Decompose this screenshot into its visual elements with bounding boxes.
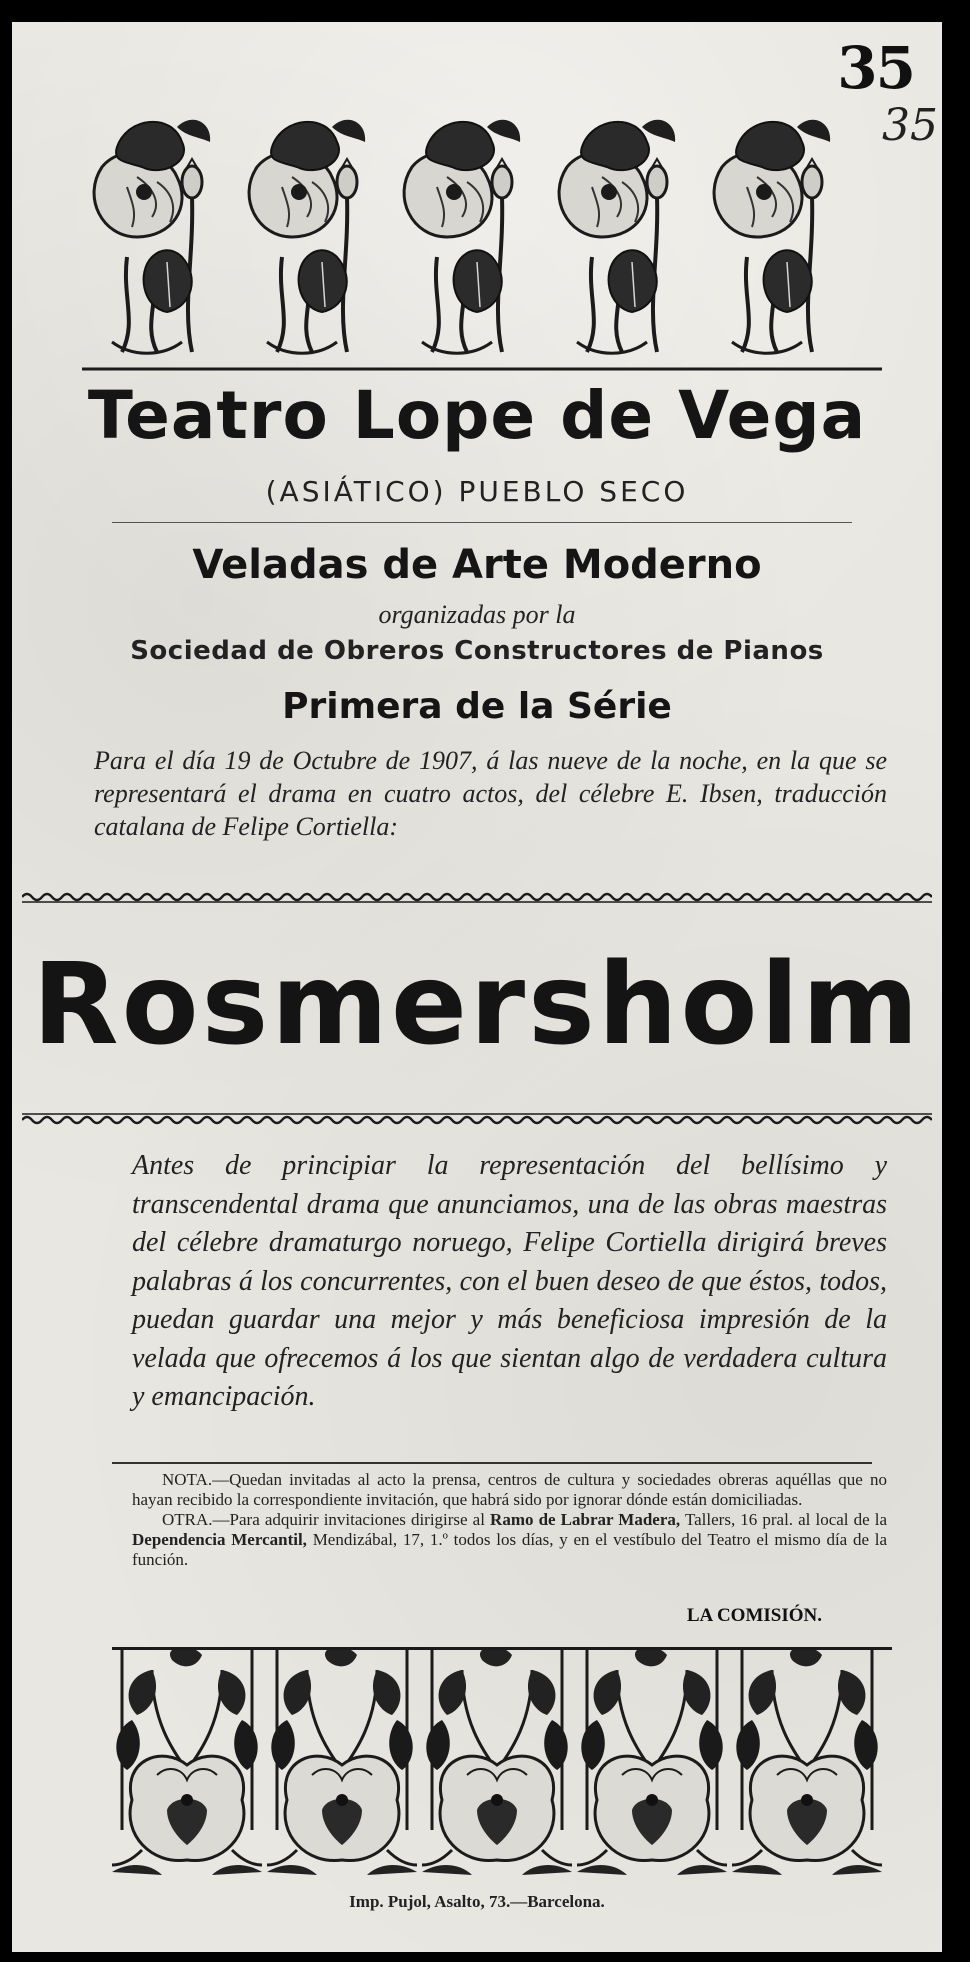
series-title: Veladas de Arte Moderno (192, 542, 762, 588)
archive-number-handwritten: 35 (882, 100, 938, 151)
play-title: Rosmersholm (32, 940, 922, 1070)
note-nota: NOTA.—Quedan invitadas al acto la prensa, centros de cultura y sociedades obreras aquéllas que no hayan recibido la correspondiente invitación, que habrá sido por ignorar dónde están domiciliadas. (132, 1470, 887, 1509)
note-otra-end: Mendizábal, 17, 1.º todos los días, y en el vestíbulo del Teatro el mismo día de la función. (132, 1530, 888, 1569)
signature: LA COMISIÓN. (686, 1605, 822, 1626)
divider (112, 1462, 872, 1464)
bottom-floral-border (112, 1650, 892, 1882)
note-otra-mid: Tallers, 16 pral. al local de la (684, 1510, 887, 1529)
printer-credit: Imp. Pujol, Asalto, 73.—Barcelona. (349, 1892, 605, 1911)
theatre-subtitle: (ASIÁTICO) PUEBLO SECO (265, 475, 689, 508)
note-otra-org: Ramo de Labrar Madera, (490, 1510, 681, 1529)
series-number: Primera de la Série (282, 686, 672, 727)
notes (132, 1470, 887, 1570)
poster-paper (12, 22, 942, 1952)
announcement-text: Para el día 19 de Octubre de 1907, á las nueve de la noche, en la que se representará el drama en cuatro actos, del célebre E. Ibsen, traducción catalana de Felipe Cortiella: (94, 746, 887, 841)
archive-number: 35 (837, 34, 914, 102)
organizers-intro: organizadas por la (378, 600, 576, 629)
note-otra-intro: OTRA.—Para adquirir invitaciones dirigirse al (162, 1510, 485, 1529)
divider (112, 522, 852, 523)
wavy-divider-bottom (22, 1112, 932, 1126)
theatre-name: Teatro Lope de Vega (87, 377, 867, 454)
organizers: Sociedad de Obreros Constructores de Pianos (130, 636, 824, 666)
top-floral-border (82, 107, 882, 372)
body-text: Antes de principiar la representación del bellísimo y transcendental drama que anunciamos, una de las obras maestras del célebre dramaturgo noruego, Felipe Cortiella dirigirá breves palabras á los concurrentes, con el buen deseo de que éstos, todos, puedan guardar una mejor y más beneficiosa impresión de la velada que ofrecemos á los que sientan algo de verdadera cultura y emancipación. (132, 1150, 887, 1412)
wavy-divider-top (22, 890, 932, 904)
note-otra-org2: Dependencia Mercantil, (132, 1530, 307, 1549)
